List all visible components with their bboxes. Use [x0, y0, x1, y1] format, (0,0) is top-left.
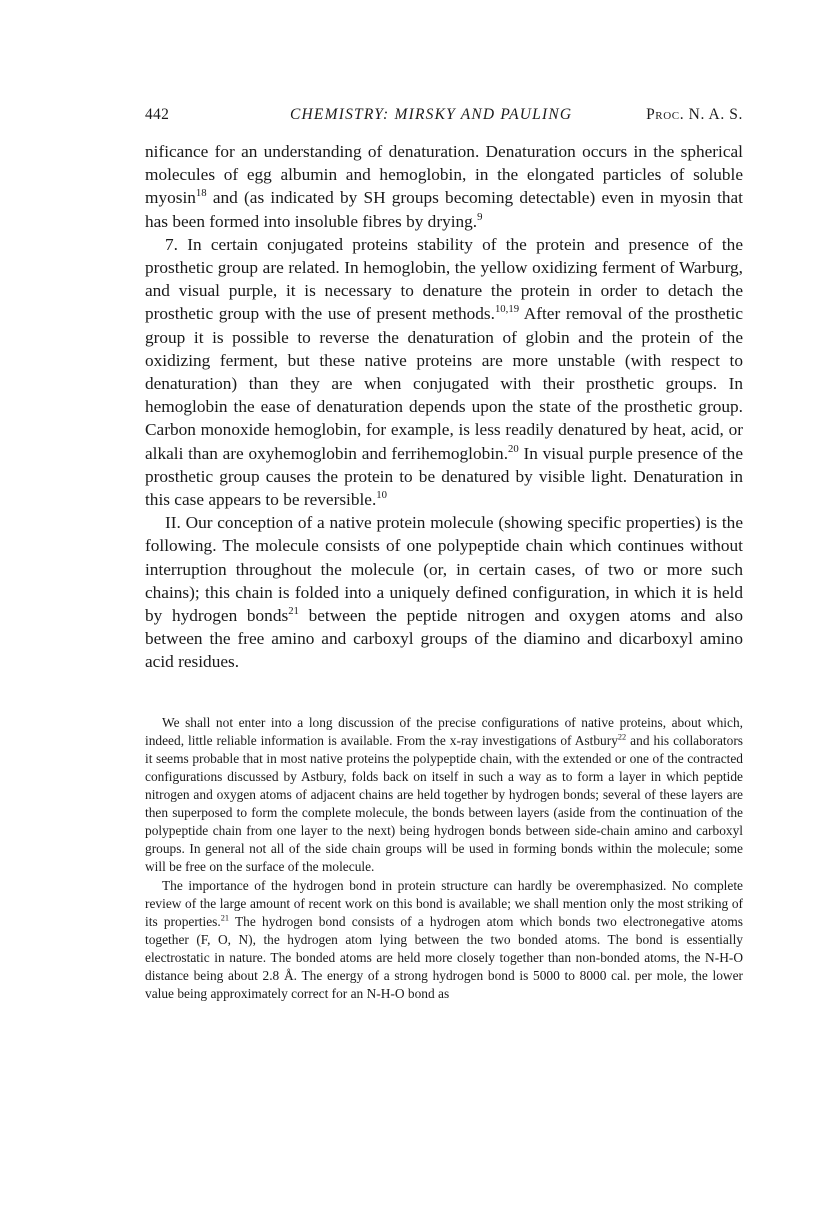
- body-paragraph: [145, 511, 743, 673]
- page: [145, 100, 743, 1003]
- text-run: The importance of the hydrogen bond in protein structure can hardly be overemphasized. No complete review of the large amount of recent work on this bond is available; we shall mention only the most striking of its properties.: [145, 877, 743, 929]
- main-text: [145, 140, 743, 674]
- footnote-ref: 20: [508, 442, 519, 455]
- journal-name: Proc. N. A. S.: [646, 106, 743, 123]
- running-header: [145, 100, 743, 130]
- footnote-ref: 10: [376, 489, 387, 502]
- small-print-note: [145, 714, 743, 1004]
- running-title: CHEMISTRY: MIRSKY AND PAULING: [290, 106, 573, 123]
- footnote-ref: 9: [477, 210, 483, 223]
- footnote-ref: 21: [220, 913, 230, 923]
- note-paragraph: [145, 714, 743, 877]
- footnote-ref: 22: [617, 732, 627, 742]
- footnote-ref: 18: [195, 187, 207, 200]
- text-run: 7. In certain conjugated proteins stability of the protein and presence of the prosthetic group are related. In hemoglobin, the yellow oxidizing ferment of Warburg, and visual purple, it is necessary to denature the protein in order to detach the prosthetic group with the use of present methods.: [145, 234, 743, 324]
- text-run: and (as indicated by SH groups becoming detectable) even in myosin that has been formed into insoluble fibres by drying.: [145, 188, 743, 231]
- text-run: After removal of the prosthetic group it is possible to reverse the denaturation of globin and the protein of the oxidizing ferment, but these native proteins are more unstable (with respect to denaturation) than they are when conjugated with their prosthetic groups. In hemoglobin the ease of denaturation depends upon the state of the prosthetic group. Carbon monoxide hemoglobin, for example, is less readily denatured by heat, acid, or alkali than are oxyhemoglobin and ferrihemoglobin.: [145, 304, 743, 463]
- text-run: In visual purple presence of the prosthetic group causes the protein to be denatured by visible light. Denaturation in this case appears to be reversible.: [145, 443, 743, 510]
- text-run: II. Our conception of a native protein molecule (showing specific properties) is the following. The molecule consists of one polypeptide chain which continues without interruption throughout the molecule (or, in certain cases, of two or more such chains); this chain is folded into a uniquely defined configuration, in which it is held by hydrogen bonds: [145, 513, 743, 626]
- footnote-ref: 21: [288, 605, 299, 618]
- note-paragraph: [145, 877, 743, 1004]
- body-paragraph: [145, 233, 743, 511]
- body-paragraph: [145, 140, 743, 233]
- page-number: 442: [145, 106, 170, 123]
- text-run: The hydrogen bond consists of a hydrogen atom which bonds two electronegative atoms together (F, O, N), the hydrogen atom lying between the two bonded atoms. The bond is essentially electrostatic in nature. The bonded atoms are held more closely together than non-bonded atoms, the N-H-O distance being about 2.8 Å. The energy of a strong hydrogen bond is 5000 to 8000 cal. per mole, the lower value being approximately correct for an N-H-O bond as: [145, 913, 743, 1002]
- text-run: We shall not enter into a long discussion of the precise configurations of native proteins, about which, indeed, little reliable information is available. From the x-ray investigations of Astbury: [145, 714, 743, 748]
- text-run: nificance for an understanding of denaturation. Denaturation occurs in the spherical molecules of egg albumin and hemoglobin, in the elongated particles of soluble myosin: [145, 142, 743, 208]
- text-run: and his collaborators it seems probable that in most native proteins the polypeptide chain, with the extended or one of the contracted configurations discussed by Astbury, folds back on itself in such a way as to form a layer in which peptide nitrogen and oxygen atoms of adjacent chains are held together by hydrogen bonds; several of these layers are then superposed to form the complete molecule, the bonds between layers (aside from the continuation of the polypeptide chain from one layer to the next) being hydrogen bonds between side-chain amino and carboxyl groups. In general not all of the side chain groups will be used in forming bonds within the molecule; some will be free on the surface of the molecule.: [145, 732, 744, 875]
- text-run: between the peptide nitrogen and oxygen atoms and also between the free amino and carboxyl groups of the diamino and dicarboxyl amino acid residues.: [145, 606, 743, 672]
- footnote-ref: 10,19: [494, 303, 520, 316]
